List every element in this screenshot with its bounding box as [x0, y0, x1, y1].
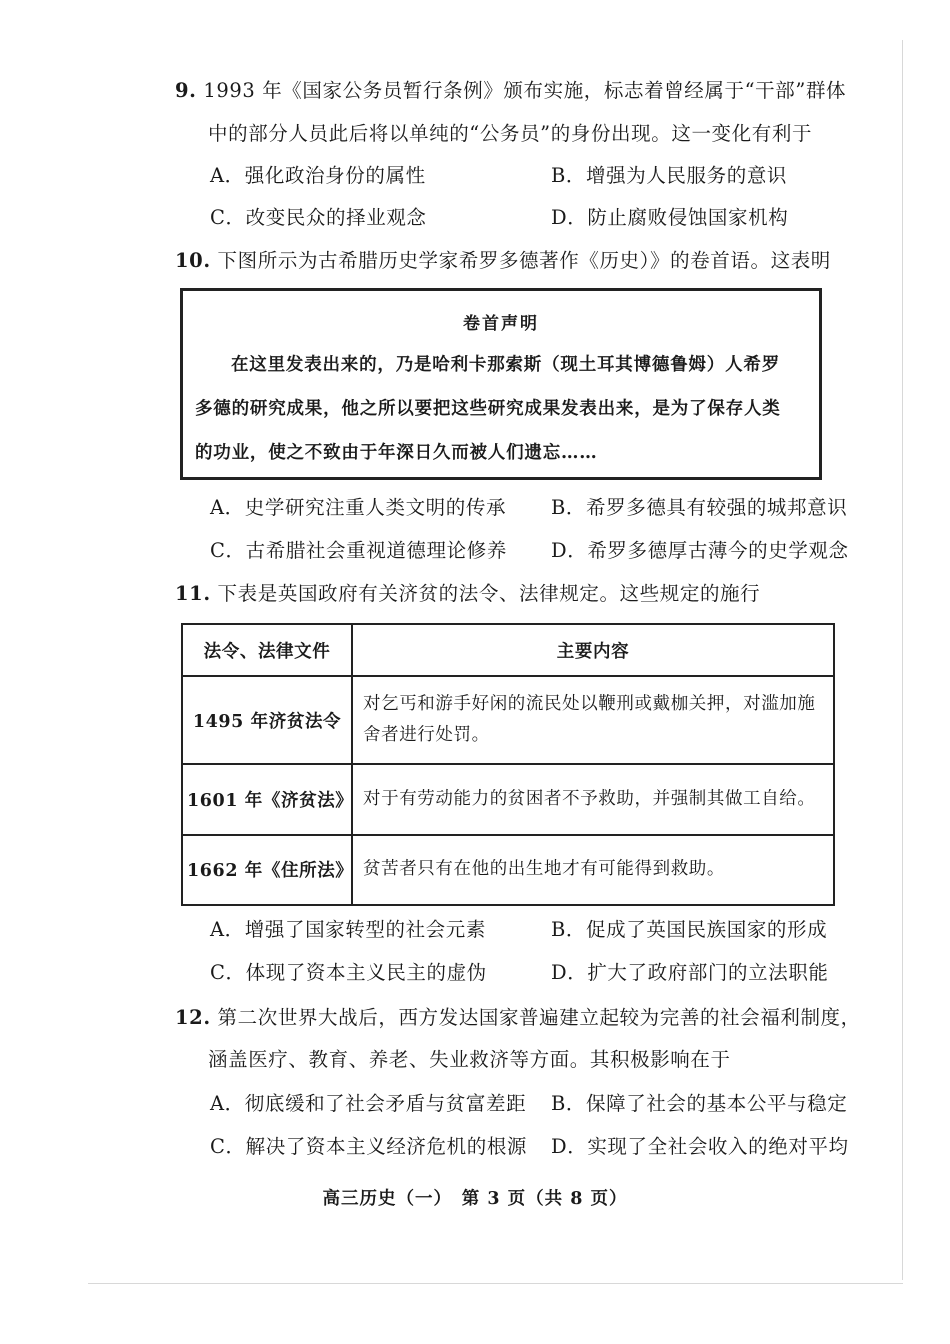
question-12-stem-line-2: 涵盖医疗、教育、养老、失业救济等方面。其积极影响在于	[208, 1048, 731, 1071]
scan-edge-right	[902, 40, 903, 1280]
table-cell-content: 对乞丐和游手好闲的流民处以鞭刑或戴枷关押，对滥加施舍者进行处罚。	[352, 676, 834, 764]
question-10-stem-line-1: 10. 下图所示为古希腊历史学家希罗多德著作《历史）》的卷首语。这表明	[175, 249, 831, 272]
question-10-option-d: D．希罗多德厚古薄今的史学观念	[551, 539, 849, 562]
question-9-option-b: B．增强为人民服务的意识	[551, 164, 788, 187]
question-9-number: 9.	[175, 79, 197, 102]
question-12-option-d: D．实现了全社会收入的绝对平均	[551, 1135, 849, 1158]
table-header-content: 主要内容	[352, 624, 834, 676]
table-row	[182, 835, 834, 905]
question-12-stem-line-1: 12. 第二次世界大战后，西方发达国家普遍建立起较为完善的社会福利制度，	[175, 1006, 861, 1029]
question-11-option-c: C．体现了资本主义民主的虚伪	[210, 961, 487, 984]
question-10-option-a: A．史学研究注重人类文明的传承	[210, 496, 507, 519]
question-11-number: 11.	[175, 582, 211, 605]
question-12-option-c: C．解决了资本主义经济危机的根源	[210, 1135, 528, 1158]
scan-edge-bottom	[88, 1283, 903, 1284]
table-header-row	[182, 624, 834, 676]
table-cell-content: 对于有劳动能力的贫困者不予救助，并强制其做工自给。	[352, 764, 834, 834]
table-cell-law: 1662 年《住所法》	[182, 835, 352, 905]
preface-quote-line-2: 多德的研究成果，他之所以要把这些研究成果发表出来，是为了保存人类	[195, 399, 781, 419]
preface-quote-title: 卷首声明	[463, 314, 539, 334]
table-cell-content: 贫苦者只有在他的出生地才有可能得到救助。	[352, 835, 834, 905]
table-cell-law: 1601 年《济贫法》	[182, 764, 352, 834]
table-header-law: 法令、法律文件	[182, 624, 352, 676]
poor-law-table	[181, 623, 835, 906]
question-12-number: 12.	[175, 1006, 211, 1029]
question-12-option-b: B．保障了社会的基本公平与稳定	[551, 1092, 848, 1115]
question-11-option-b: B．促成了英国民族国家的形成	[551, 918, 828, 941]
table-row	[182, 764, 834, 834]
question-11-option-a: A．增强了国家转型的社会元素	[210, 918, 486, 941]
question-9-stem-line-1: 9. 1993 年《国家公务员暂行条例》颁布实施，标志着曾经属于“干部”群体	[175, 79, 847, 102]
preface-quote-box	[180, 288, 822, 480]
question-10-number: 10.	[175, 249, 211, 272]
question-9-option-c: C．改变民众的择业观念	[210, 206, 427, 229]
question-9-option-d: D．防止腐败侵蚀国家机构	[551, 206, 789, 229]
page-footer: 高三历史（一） 第 3 页（共 8 页）	[322, 1189, 628, 1209]
question-12-option-a: A．彻底缓和了社会矛盾与贫富差距	[210, 1092, 527, 1115]
question-11-option-d: D．扩大了政府部门的立法职能	[551, 961, 829, 984]
table-row	[182, 676, 834, 764]
question-11-stem-line-1: 11. 下表是英国政府有关济贫的法令、法律规定。这些规定的施行	[175, 582, 761, 605]
preface-quote-line-1: 在这里发表出来的，乃是哈利卡那索斯（现土耳其博德鲁姆）人希罗	[231, 355, 780, 375]
question-10-option-c: C．古希腊社会重视道德理论修养	[210, 539, 507, 562]
question-9-option-a: A．强化政治身份的属性	[210, 164, 426, 187]
preface-quote-line-3: 的功业，使之不致由于年深日久而被人们遗忘……	[195, 443, 598, 463]
table-cell-law: 1495 年济贫法令	[182, 676, 352, 764]
question-10-option-b: B．希罗多德具有较强的城邦意识	[551, 496, 848, 519]
question-9-stem-line-2: 中的部分人员此后将以单纯的“公务员”的身份出现。这一变化有利于	[208, 122, 813, 145]
